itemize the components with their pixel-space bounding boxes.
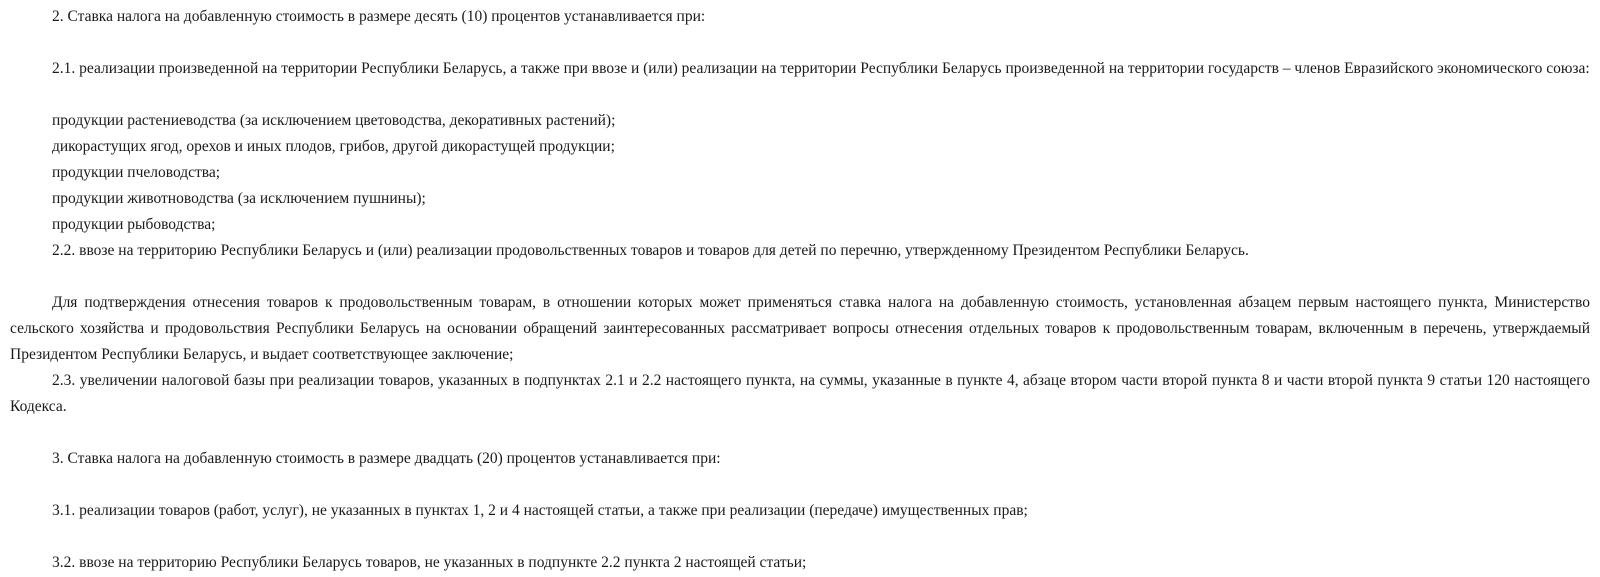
list-item-beekeeping: продукции пчеловодства; <box>52 164 221 181</box>
list-item-fish-farming: продукции рыбоводства; <box>52 216 216 233</box>
paragraph-confirmation: Для подтверждения отнесения товаров к продовольственным товарам, в отношении которых может применяться ставка налога на добавленную стоимость, установленная абзацем первым настоящего пункта, Министерство сельского хозяйства и продовольствия Республики Беларусь на основании обращений заинтересованных рассматривает вопросы отнесения отдельных товаров к продовольственным товарам, включенным в перечень, утверждаемый Президентом Республики Беларусь, и выдает соответствующее заключение; <box>10 294 1590 363</box>
paragraph-3-1: 3.1. реализации товаров (работ, услуг), не указанных в пунктах 1, 2 и 4 настоящей статьи, а также при реализации (передаче) имущественных прав; <box>52 502 1028 519</box>
paragraph-2-3: 2.3. увеличении налоговой базы при реализации товаров, указанных в подпунктах 2.1 и 2.2 настоящего пункта, на суммы, указанные в пункте 4, абзаце втором части второй пункта 8 и части второй пункта 9 статьи 120 настоящего Кодекса. <box>10 372 1590 415</box>
list-item-wild-products: дикорастущих ягод, орехов и иных плодов, грибов, другой дикорастущей продукции; <box>52 138 615 155</box>
list-item-livestock: продукции животноводства (за исключением пушнины); <box>52 190 426 207</box>
paragraph-3-intro: 3. Ставка налога на добавленную стоимость в размере двадцать (20) процентов устанавливается при: <box>52 450 721 467</box>
document-body <box>10 0 1590 576</box>
paragraph-2-1: 2.1. реализации произведенной на территории Республики Беларусь, а также при ввозе и (или) реализации на территории Республики Беларусь произведенной на территории государств – членов Евразийского экономического союза: <box>52 60 1590 77</box>
paragraph-2-intro: 2. Ставка налога на добавленную стоимость в размере десять (10) процентов устанавливается при: <box>52 8 706 25</box>
list-item-crop-products: продукции растениеводства (за исключением цветоводства, декоративных растений); <box>52 112 616 129</box>
paragraph-2-2: 2.2. ввозе на территорию Республики Беларусь и (или) реализации продовольственных товаров и товаров для детей по перечню, утвержденному Президентом Республики Беларусь. <box>52 242 1249 259</box>
paragraph-3-2: 3.2. ввозе на территорию Республики Беларусь товаров, не указанных в подпункте 2.2 пункта 2 настоящей статьи; <box>52 554 807 571</box>
